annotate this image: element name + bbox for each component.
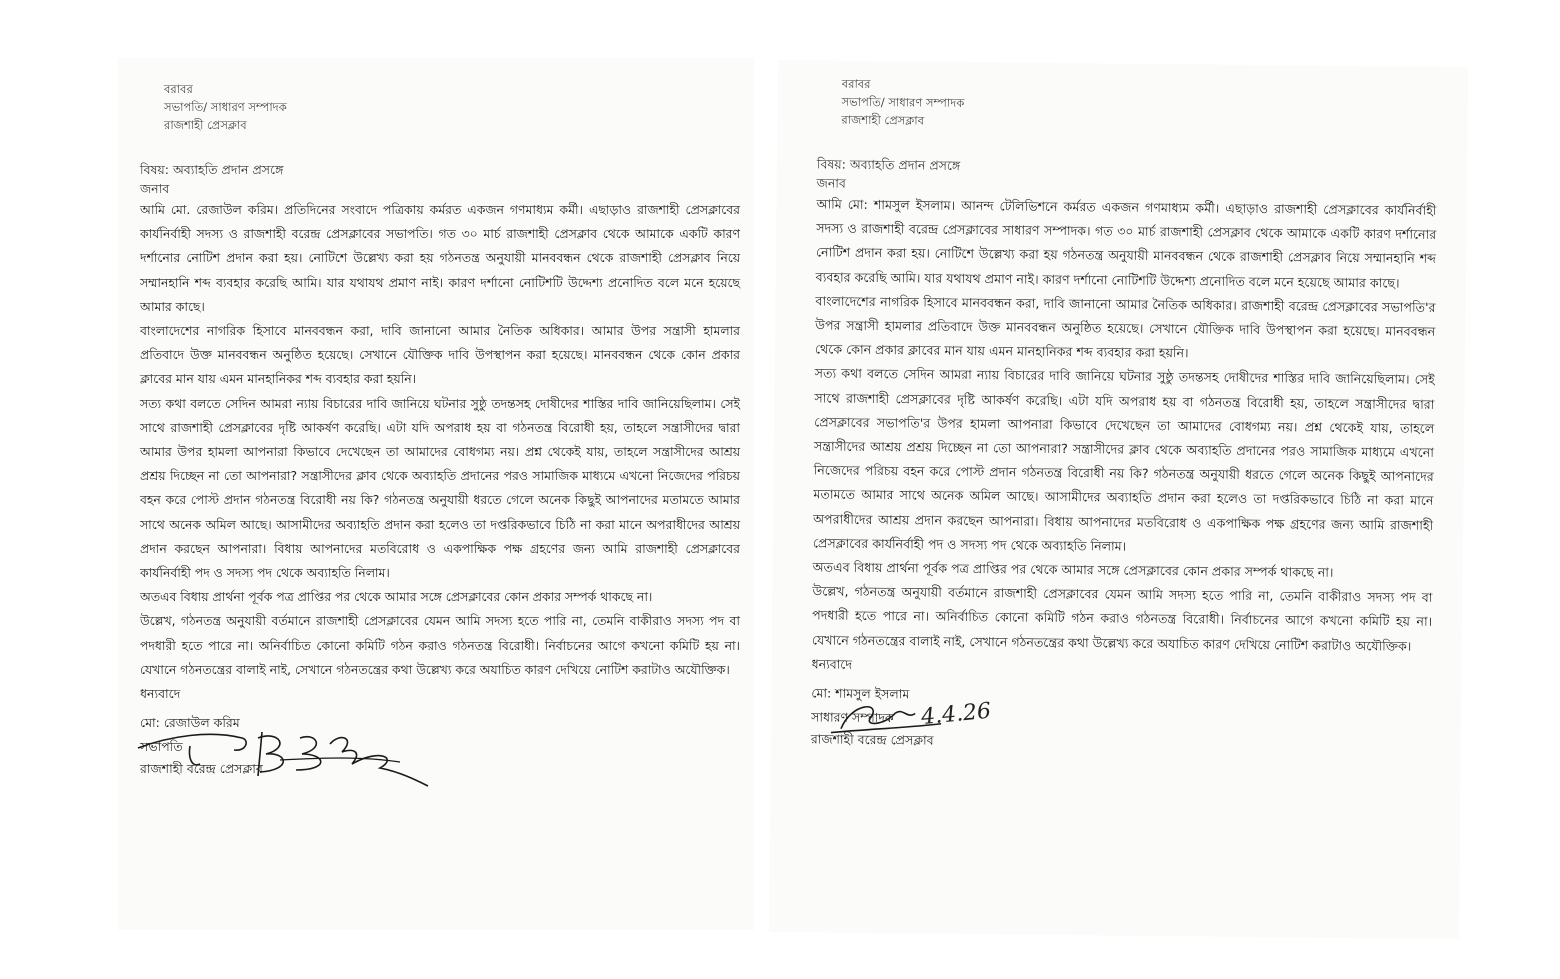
closing: ধন্যবাদে (811, 656, 853, 672)
letter-paragraph: উল্লেখ, গঠনতন্ত্র অনুযায়ী বর্তমানে রাজশাহী প্রেসক্লাবের যেমন আমি সদস্য হতে পারি না, তেমনি বাকীরাও সদস্য পদ বা পদধারী হতে পারে না। অনির্বাচিত কোনো কমিটি গঠন করাও গঠনতন্ত্র বিরোধী। নির্বাচনের আগে কখনো কমিটি হয় না। যেখানে গঠনতন্ত্রের বালাই নাই, সেখানে গঠনতন্ত্রের কথা উল্লেখ্য করে অযাচিত কারণ দেখিয়ে নোটিশ করাটাও অযৌক্তিক। (140, 613, 740, 677)
recipient-line: বরাবর (164, 82, 193, 96)
letter-paragraph: উল্লেখ, গঠনতন্ত্র অনুযায়ী বর্তমানে রাজশাহী প্রেসক্লাবের যেমন আমি সদস্য হতে পারি না, তেমনি বাকীরাও সদস্য পদ বা পদধারী হতে পারে না। অনির্বাচিত কোনো কমিটি গঠন করাও গঠনতন্ত্র বিরোধী। নির্বাচনের আগে কখনো কমিটি হয় না। যেখানে গঠনতন্ত্রের বালাই নাই, সেখানে গঠনতন্ত্রের কথা উল্লেখ্য করে অযাচিত কারণ দেখিয়ে নোটিশ করাটাও অযৌক্তিক। (811, 583, 1433, 654)
recipient-block (841, 75, 1438, 135)
signer-name: মো: শামসুল ইসলাম (811, 685, 910, 702)
letter-right (769, 60, 1468, 939)
recipient-line: সভাপতি/ সাধারণ সম্পাদক (841, 94, 965, 110)
recipient-line: রাজশাহী প্রেসক্লাব (164, 118, 247, 132)
recipient-block (164, 80, 740, 134)
letter-paragraph: অতএব বিধায় প্রার্থনা পূর্বক পত্র প্রাপ্তির পর থেকে আমার সঙ্গে প্রেসক্লাবের কোন প্রকার সম্পর্ক থাকছে না। (140, 589, 653, 605)
letter-subject: বিষয়: অব্যাহতি প্রদান প্রসঙ্গে (140, 162, 284, 177)
letter-paragraph: বাংলাদেশের নাগরিক হিসাবে মানববন্ধন করা, দাবি জানানো আমার নৈতিক অধিকার। রাজশাহী বরেন্দ্র প্রেসক্লাবের সভাপতি'র উপর সন্ত্রাসী হামলার প্রতিবাদে উক্ত মানববন্ধন অনুষ্ঠিত হয়েছে। সেখানে যৌক্তিক দাবি উপস্থাপন করা হয়েছে। মানববন্ধন থেকে কোন প্রকার ক্লাবের মান যায় এমন মানহানিকর শব্দ ব্যবহার করা হয়নি। (814, 293, 1436, 361)
letter-paragraph: বাংলাদেশের নাগরিক হিসাবে মানববন্ধন করা, দাবি জানানো আমার নৈতিক অধিকার। আমার উপর সন্ত্রাসী হামলার প্রতিবাদে উক্ত মানববন্ধন অনুষ্ঠিত হয়েছে। সেখানে যৌক্তিক দাবি উপস্থাপন করা হয়েছে। মানববন্ধন থেকে কোন প্রকার ক্লাবের মান যায় এমন মানহানিকর শব্দ ব্যবহার করা হয়নি। (140, 323, 740, 387)
recipient-line: বরাবর (841, 76, 871, 91)
salutation: জনাব (140, 181, 170, 196)
signature-block (140, 712, 740, 780)
letter-left (118, 58, 754, 930)
recipient-line: সভাপতি/ সাধারণ সম্পাদক (164, 100, 287, 114)
letter-paragraph: আমি মো. রেজাউল করিম। প্রতিদিনের সংবাদে পত্রিকায় কর্মরত একজন গণমাধ্যম কর্মী। এছাড়াও রাজশাহী প্রেসক্লাবের কার্যনির্বাহী সদস্য ও রাজশাহী বরেন্দ্র প্রেসক্লাবের সভাপতি। গত ৩০ মার্চ রাজশাহী প্রেসক্লাব থেকে আমাকে একটি কারণ দর্শানোর নোটিশ প্রদান করা হয়। নোটিশে উল্লেখ্য করা হয় গঠনতন্ত্র অনুযায়ী মানববন্ধন থেকে রাজশাহী প্রেসক্লাব নিয়ে সম্মানহানি শব্দ ব্যবহার করেছি আমি। যার যথাযথ প্রমাণ নাই। কারণ দর্শানো নোটিশটি উদ্দেশ্য প্রনোদিত বলে মনে হয়েছে আমার কাছে। (140, 202, 740, 314)
letter-paragraph: অতএব বিধায় প্রার্থনা পূর্বক পত্র প্রাপ্তির পর থেকে আমার সঙ্গে প্রেসক্লাবের কোন প্রকার সম্পর্ক থাকছে না। (812, 559, 1334, 580)
signer-title: সভাপতি (140, 739, 183, 755)
letter-paragraph: সত্য কথা বলতে সেদিন আমরা ন্যায় বিচারের দাবি জানিয়ে ঘটনার সুষ্ঠু তদন্তসহ দোষীদের শাস্তির দাবি জানিয়েছিলাম। সেই সাথে রাজশাহী প্রেসক্লাবের দৃষ্টি আকর্ষণ করেছি। এটা যদি অপরাধ হয় বা গঠনতন্ত্র বিরোধী হয়, তাহলে সন্ত্রাসীদের দ্বারা আমার উপর হামলা আপনারা কিভাবে দেখেছেন তা আমাদের বোধগম্য নয়। প্রশ্ন থেকেই যায়, তাহলে সন্ত্রাসীদের আশ্রয় প্রশ্রয় দিচ্ছেন না তো আপনারা? সন্ত্রাসীদের ক্লাব থেকে অব্যাহতি প্রদানের পরও সামাজিক মাধ্যমে এখনো নিজেদের পরিচয় বহন করে পোস্ট প্রদান গঠনতন্ত্র বিরোধী নয় কি? গঠনতন্ত্র অনুযায়ী ধরতে গেলে অনেক কিছুই আপনাদের মতামতে আমার সাথে অনেক অমিল আছে। আসামীদের অব্যাহতি প্রদান করা হলেও তা দপ্তরিকভাবে চিঠি না করা মানে অপরাধীদের আশ্রয় প্রদান করছেন আপনারা। বিধায় আপনাদের মতবিরোধ ও একপাক্ষিক পক্ষ গ্রহণের জন্য আমি রাজশাহী প্রেসক্লাবের কার্যনির্বাহী পদ ও সদস্য পদ থেকে অব্যাহতি নিলাম। (140, 395, 740, 581)
letter-paragraph: সত্য কথা বলতে সেদিন আমরা ন্যায় বিচারের দাবি জানিয়ে ঘটনার সুষ্ঠু তদন্তসহ দোষীদের শাস্তির দাবি জানিয়েছিলাম। সেই সাথে রাজশাহী প্রেসক্লাবের দৃষ্টি আকর্ষণ করেছি। এটা যদি অপরাধ হয় বা গঠনতন্ত্র বিরোধী হয়, তাহলে সন্ত্রাসীদের দ্বারা প্রেসক্লাবের সভাপতি'র উপর হামলা আপনারা কিভাবে দেখেছেন তা আমাদের বোধগম্য নয়। প্রশ্ন থেকেই যায়, তাহলে সন্ত্রাসীদের আশ্রয় প্রশ্রয় দিচ্ছেন না তো আপনারা? সন্ত্রাসীদের ক্লাব থেকে অব্যাহতি প্রদানের পরও সামাজিক মাধ্যমে এখনো নিজেদের পরিচয় বহন করে পোস্ট প্রদান গঠনতন্ত্র বিরোধী নয় কি? গঠনতন্ত্র অনুযায়ী ধরতে গেলে অনেক কিছুই আপনাদের মতামতে আমার সাথে অনেক অমিল আছে। আসামীদের অব্যাহতি প্রদান করা হলেও তা দপ্তরিকভাবে চিঠি না করা মানে অপরাধীদের আশ্রয় প্রদান করছেন আপনারা। বিধায় আপনাদের মতবিরোধ ও একপাক্ষিক পক্ষ গ্রহণের জন্য আমি রাজশাহী প্রেসক্লাবের কার্যনির্বাহী পদ ও সদস্য পদ থেকে অব্যাহতি নিলাম। (812, 365, 1435, 554)
signer-title: সাধারণ সম্পাদক (811, 709, 894, 726)
salutation: জনাব (816, 175, 847, 191)
signature-date: 4.4.26 (920, 698, 993, 731)
signer-organization: রাজশাহী বরেন্দ্র প্রেসক্লাব (140, 761, 263, 777)
signature-block (811, 682, 1432, 756)
signer-name: মো: রেজাউল করিম (140, 715, 240, 731)
letter-subject: বিষয়: অব্যাহতি প্রদান প্রসঙ্গে (816, 156, 961, 173)
letter-paragraph: আমি মো: শামসুল ইসলাম। আনন্দ টেলিভিশনে কর্মরত একজন গণমাধ্যম কর্মী। এছাড়াও রাজশাহী প্রেসক্লাবের কার্যনির্বাহী সদস্য ও রাজশাহী বরেন্দ্র প্রেসক্লাবের সাধারণ সম্পাদক। গত ৩০ মার্চ রাজশাহী প্রেসক্লাব থেকে আমাকে একটি কারণ দর্শানোর নোটিশ প্রদান করা হয়। নোটিশে উল্লেখ্য করা হয় গঠনতন্ত্র অনুযায়ী মানববন্ধন থেকে রাজশাহী প্রেসক্লাব নিয়ে সম্মানহানি শব্দ ব্যবহার করেছি আমি। যার যথাযথ প্রমাণ নাই। কারণ দর্শানো নোটিশটি উদ্দেশ্য প্রনোদিত বলে মনে হয়েছে আমার কাছে। (815, 196, 1437, 291)
signer-organization: রাজশাহী বরেন্দ্র প্রেসক্লাব (810, 731, 934, 748)
closing: ধন্যবাদে (140, 686, 181, 702)
recipient-line: রাজশাহী প্রেসক্লাব (841, 112, 925, 128)
